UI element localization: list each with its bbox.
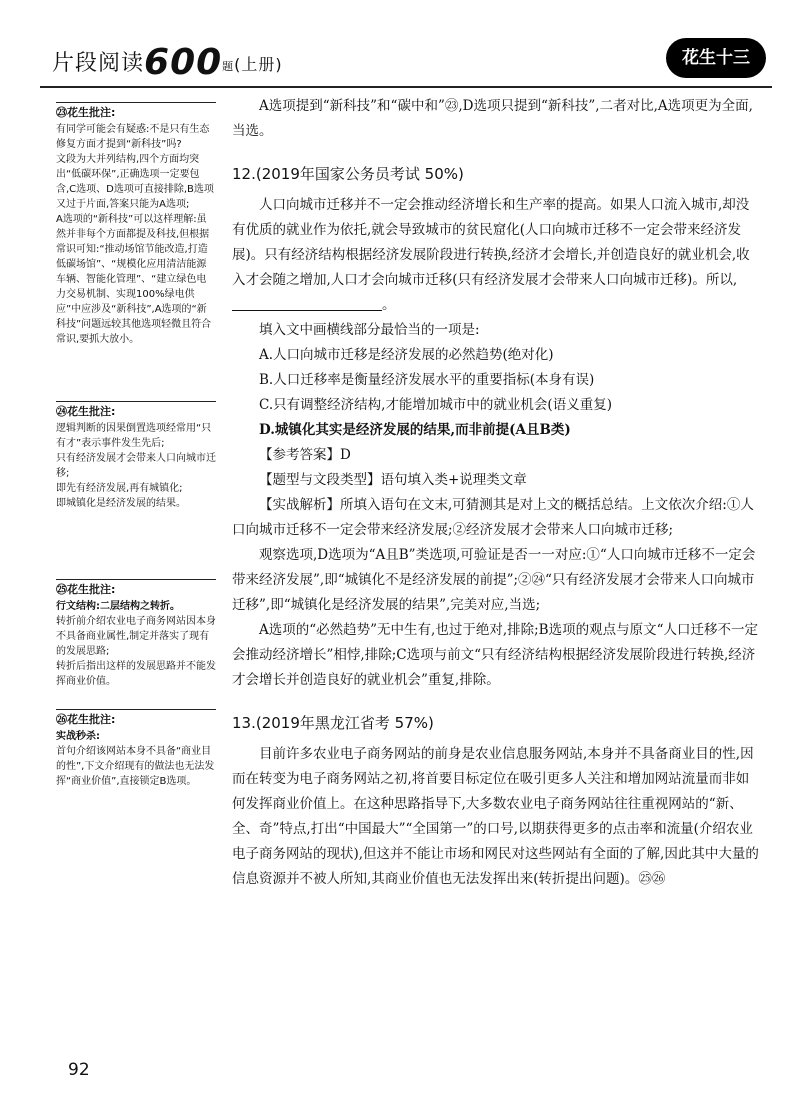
note-23-question: 有同学可能会有疑惑:不是只有生态修复方面才提到“新科技”吗? [56, 124, 210, 150]
note-26-title: ㉖花生批注: [56, 709, 216, 727]
note-24-text-2: 只有经济发展才会带来人口向城市迁移; [56, 453, 216, 479]
brand-logo: 花生十三 [666, 38, 766, 78]
note-26-text-1: 首句介绍该网站本身不具备“商业目的性”,下文介绍现有的做法也无法发挥“商业价值”,直接锁定B选项。 [56, 746, 215, 787]
page-header [40, 28, 772, 88]
analysis-paragraph-1: 【实战解析】所填入语句在文末,可猜测其是对上文的概括总结。上文依次介绍:①人口向城市迁移不一定会带来经济发展;②经济发展才会带来人口向城市迁移; [232, 497, 754, 538]
sidebar-annotations [56, 98, 216, 789]
note-24-text-1: 逻辑判断的因果倒置选项经常用“只有才”表示事件发生先后; [56, 423, 212, 449]
question-12-prompt: 填入文中画横线部分最恰当的一项是: [259, 322, 480, 338]
page-number: 92 [68, 1060, 90, 1080]
note-25-title: ㉕花生批注: [56, 579, 216, 597]
previous-answer-text: A选项提到“新科技”和“碳中和”㉓,D选项只提到“新科技”,二者对比,A选项更为全面,当选。 [232, 98, 753, 139]
question-12-passage: 人口向城市迁移并不一定会推动经济增长和生产率的提高。如果人口流入城市,却没有优质的就业作为依托,就会导致城市的贫民窟化(人口向城市迁移不一定会带来经济发展)。只有经济结构根据经济发展阶段进行转换,经济才会增长,并创造良好的就业机会,收入才会随之增加,人口才会向城市迁移(只有经济发展才会带来人口向城市迁移)。所以,。 [232, 197, 750, 313]
note-24-text-3: 即先有经济发展,再有城镇化; [56, 483, 183, 494]
note-25-text-3: 转折后指出这样的发展思路并不能发挥商业价值。 [56, 661, 216, 687]
book-title [52, 42, 283, 83]
question-13-heading: 13.(2019年黑龙江省考 57%) [232, 714, 434, 732]
analysis-paragraph-3: A选项的“必然趋势”无中生有,也过于绝对,排除;B选项的观点与原文“人口迁移不一定会推动经济增长”相悖,排除;C选项与前文“只有经济结构根据经济发展阶段进行转换,经济才会增长并创造良好的就业机会”重复,排除。 [232, 622, 759, 688]
option-c: C.只有调整经济结构,才能增加城市中的就业机会(语义重复) [259, 397, 612, 413]
option-a: A.人口向城市迁移是经济发展的必然趋势(绝对化) [259, 347, 554, 363]
note-24-title: ㉔花生批注: [56, 401, 216, 419]
title-suffix: 题 [222, 60, 235, 73]
volume-label: (上册) [234, 55, 283, 74]
title-prefix: 片段阅读 [52, 51, 145, 76]
note-25-text-1: 行文结构:二层结构之转折。 [56, 601, 180, 612]
question-12-heading: 12.(2019年国家公务员考试 50%) [232, 165, 464, 183]
note-26-label: 实战秒杀: [56, 731, 100, 742]
reference-answer: 【参考答案】D [259, 447, 351, 463]
note-23-text-1: 文段为大并列结构,四个方面均突出“低碳环保”,正确选项一定要包含,C选项、D选项可直接排除,B选项又过于片面,答案只能为A选项; [56, 154, 214, 210]
title-number: 600 [144, 42, 223, 83]
question-type: 【题型与文段类型】语句填入类+说理类文章 [259, 472, 527, 488]
note-24-text-4: 即城镇化是经济发展的结果。 [56, 498, 186, 509]
question-12-text: 人口向城市迁移并不一定会推动经济增长和生产率的提高。如果人口流入城市,却没有优质的就业作为依托,就会导致城市的贫民窟化(人口向城市迁移不一定会带来经济发展)。只有经济结构根据经济发展阶段进行转换,经济才会增长,并创造良好的就业机会,收入才会随之增加,人口才会向城市迁移(只有经济发展才会带来人口向城市迁移)。所以, [232, 197, 750, 288]
note-23-title: ㉓花生批注: [56, 102, 216, 120]
note-25-text-2: 转折前介绍农业电子商务网站因本身不具备商业属性,制定并落实了现有的发展思路; [56, 616, 216, 657]
option-d: D.城镇化其实是经济发展的结果,而非前提(A且B类) [259, 422, 571, 438]
option-b: B.人口迁移率是衡量经济发展水平的重要指标(本身有误) [259, 372, 595, 388]
analysis-paragraph-2: 观察选项,D选项为“A且B”类选项,可验证是否一一对应:①“人口向城市迁移不一定会带来经济发展”,即“城镇化不是经济发展的前提”;②㉔“只有经济发展才会带来人口向城市迁移”,即“城镇化是经济发展的结果”,完美对应,当选; [232, 547, 756, 613]
main-content [232, 94, 762, 892]
answer-blank [232, 296, 382, 311]
note-23-text-2: A选项的“新科技”可以这样理解:虽然并非每个方面都提及科技,但根据常识可知:“推动场馆节能改造,打造低碳场馆”、“规模化应用清洁能源车辆、智能化管理”、“建立绿色电力交易机制、实现100%绿电供应”中应涉及“新科技”,A选项的“新科技”问题远较其他选项轻微且符合常识,要抓大放小。 [56, 214, 212, 345]
question-13-passage: 目前许多农业电子商务网站的前身是农业信息服务网站,本身并不具备商业目的性,因而在转变为电子商务网站之初,将首要目标定位在吸引更多人关注和增加网站流量而非如何发挥商业价值上。在这种思路指导下,大多数农业电子商务网站往往重视网站的“新、全、奇”特点,打出“中国最大”“全国第一”的口号,以期获得更多的点击率和流量(介绍农业电子商务网站的现状),但这并不能让市场和网民对这些网站有全面的了解,因此其中大量的信息资源并不被人所知,其商业价值也无法发挥出来(转折提出问题)。㉕㉖ [232, 746, 759, 887]
